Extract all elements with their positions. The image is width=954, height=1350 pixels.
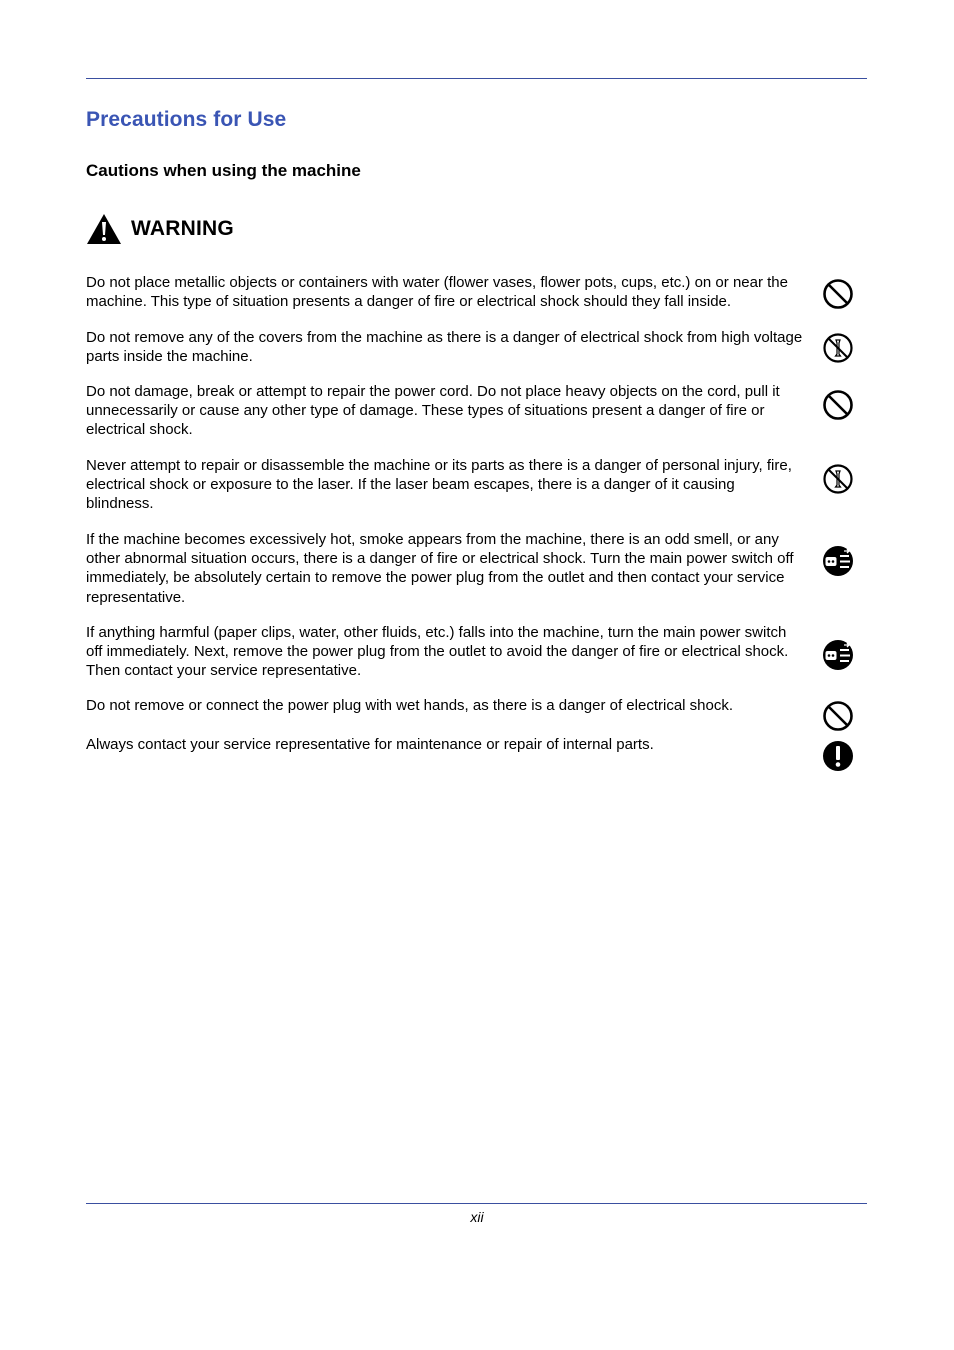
prohibited-icon [822, 389, 854, 421]
warning-header [86, 213, 234, 245]
unplug-icon [822, 545, 854, 577]
do-not-disassemble-icon [822, 332, 854, 364]
page-number: xii [470, 1209, 484, 1225]
warning-item-8: Always contact your service representative for maintenance or repair of internal parts. [86, 736, 654, 753]
warning-item-2: Do not remove any of the covers from the machine as there is a danger of electrical shock from high voltage parts inside the machine. [86, 329, 803, 366]
warning-item-7: Do not remove or connect the power plug with wet hands, as there is a danger of electrical shock. [86, 697, 734, 714]
warning-item-4: Never attempt to repair or disassemble the machine or its parts as there is a danger of personal injury, fire, electrical shock or exposure to the laser. If the laser beam escapes, there is a danger of it causing blindness. [86, 457, 792, 513]
footer-rule [86, 1203, 867, 1204]
prohibited-icon [822, 700, 854, 732]
warning-triangle-icon [86, 213, 122, 245]
section-title: Precautions for Use [86, 108, 287, 131]
subsection-title: Cautions when using the machine [86, 161, 361, 180]
warning-item-3: Do not damage, break or attempt to repair the power cord. Do not place heavy objects on the cord, pull it unnecessarily or cause any other type of damage. These types of situations present a danger of fire or electrical shock. [86, 383, 780, 439]
warning-item-5: If the machine becomes excessively hot, smoke appears from the machine, there is an odd smell, or any other abnormal situation occurs, there is a danger of fire or electrical shock. Turn the main power switch off immediately, be absolutely certain to remove the power plug from the outlet and then contact your service representative. [86, 531, 794, 606]
do-not-disassemble-icon [822, 463, 854, 495]
warning-item-1: Do not place metallic objects or containers with water (flower vases, flower pots, cups, etc.) on or near the machine. This type of situation presents a danger of fire or electrical shock should they fall inside. [86, 274, 788, 311]
prohibited-icon [822, 278, 854, 310]
mandatory-action-icon [822, 740, 854, 772]
header-rule [86, 78, 867, 79]
warning-item-6: If anything harmful (paper clips, water, other fluids, etc.) falls into the machine, turn the main power switch off immediately. Next, remove the power plug from the outlet to avoid the danger of fire or electrical shock. Then contact your service representative. [86, 624, 789, 680]
unplug-icon [822, 639, 854, 671]
warning-label: WARNING [131, 217, 234, 240]
